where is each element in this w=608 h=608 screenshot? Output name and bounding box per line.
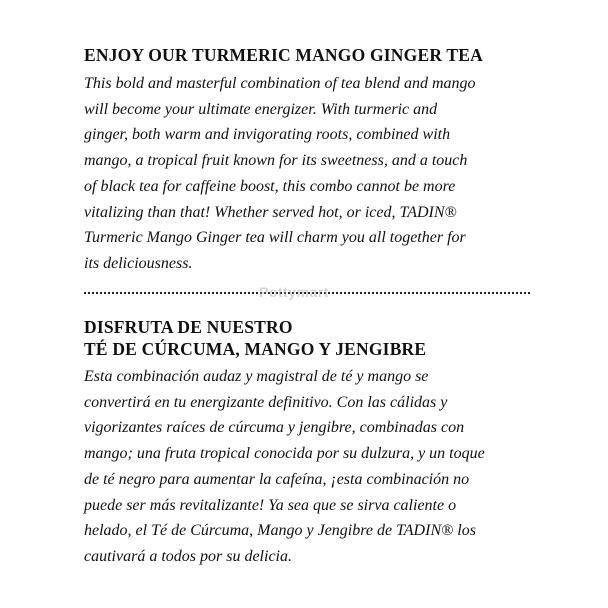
- english-line: This bold and masterful combination of tea blend and mango: [84, 75, 476, 92]
- spanish-line: puede ser más revitalizante! Ya sea que se sirva caliente o: [84, 496, 457, 514]
- spanish-line: mango; una fruta tropical conocida por su dulzura, y un toque: [84, 445, 485, 463]
- spanish-heading: [84, 316, 536, 360]
- english-line: Turmeric Mango Ginger tea will charm you all together for: [84, 229, 466, 247]
- english-line: its deliciousness.: [84, 254, 193, 272]
- watermark: Pottymart: [259, 284, 329, 300]
- spanish-line: de té negro para aumentar la cafeína, ¡esta combinación no: [84, 470, 470, 488]
- spanish-heading-line-1: DISFRUTA DE NUESTRO: [84, 317, 293, 337]
- english-section: [84, 44, 536, 277]
- spanish-heading-line-2: TÉ DE CÚRCUMA, MANGO Y JENGIBRE: [84, 339, 427, 359]
- spanish-line: vigorizantes raíces de cúrcuma y jengibre, combinadas con: [84, 419, 465, 437]
- spanish-line: Esta combinación audaz y magistral de té y mango se: [84, 368, 429, 385]
- spanish-paragraph: [84, 364, 536, 570]
- english-paragraph: [84, 71, 536, 277]
- spanish-line: convertirá en tu energizante definitivo. Con las cálidas y: [84, 393, 448, 411]
- english-line: ginger, both warm and invigorating roots, combined with: [84, 126, 451, 144]
- english-line: vitalizing than that! Whether served hot, or iced, TADIN®: [84, 203, 457, 221]
- spanish-line: cautivará a todos por su delicia.: [84, 547, 292, 565]
- spanish-section: [84, 316, 536, 570]
- spanish-line: helado, el Té de Cúrcuma, Mango y Jengibre de TADIN® los: [84, 522, 476, 540]
- english-heading: ENJOY OUR TURMERIC MANGO GINGER TEA: [84, 45, 483, 65]
- english-line: will become your ultimate energizer. With turmeric and: [84, 100, 438, 118]
- english-line: mango, a tropical fruit known for its sweetness, and a touch: [84, 152, 468, 170]
- english-line: of black tea for caffeine boost, this combo cannot be more: [84, 177, 456, 195]
